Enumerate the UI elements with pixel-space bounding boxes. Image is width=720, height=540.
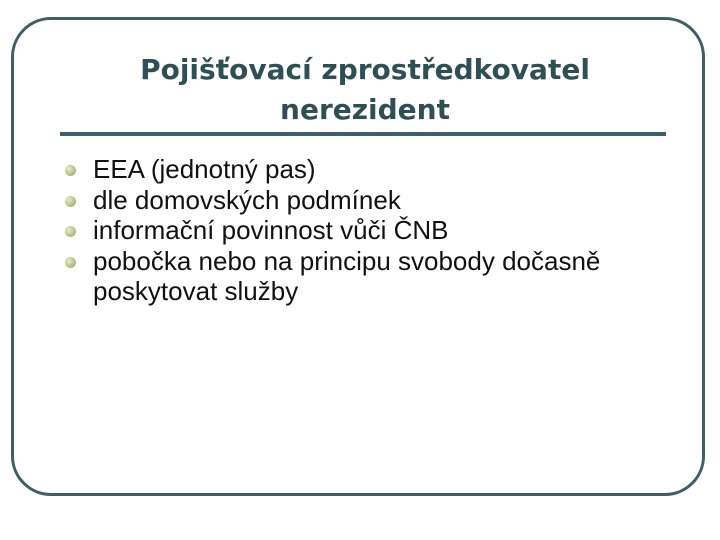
bullet-text: dle domovských podmínek bbox=[93, 184, 401, 215]
bullet-item bbox=[63, 154, 663, 185]
bullet-text: EEA (jednotný pas) bbox=[93, 154, 316, 184]
title-divider bbox=[60, 132, 666, 136]
bullet-list bbox=[63, 154, 663, 307]
bullet-item bbox=[63, 185, 663, 216]
bullet-item bbox=[63, 246, 663, 307]
bullet-text: informační povinnost vůči ČNB bbox=[93, 215, 449, 245]
bullet-dot-icon bbox=[65, 165, 76, 176]
bullet-dot-icon bbox=[65, 196, 76, 207]
bullet-dot-icon bbox=[65, 226, 76, 237]
bullet-text: pobočka nebo na principu svobody dočasně poskytovat služby bbox=[93, 245, 601, 306]
slide-title-line-2: nerezident bbox=[280, 93, 450, 126]
bullet-dot-icon bbox=[65, 257, 76, 268]
slide-title bbox=[60, 50, 670, 130]
slide-title-line-1: Pojišťovací zprostředkovatel bbox=[140, 53, 590, 86]
bullet-item bbox=[63, 215, 663, 246]
